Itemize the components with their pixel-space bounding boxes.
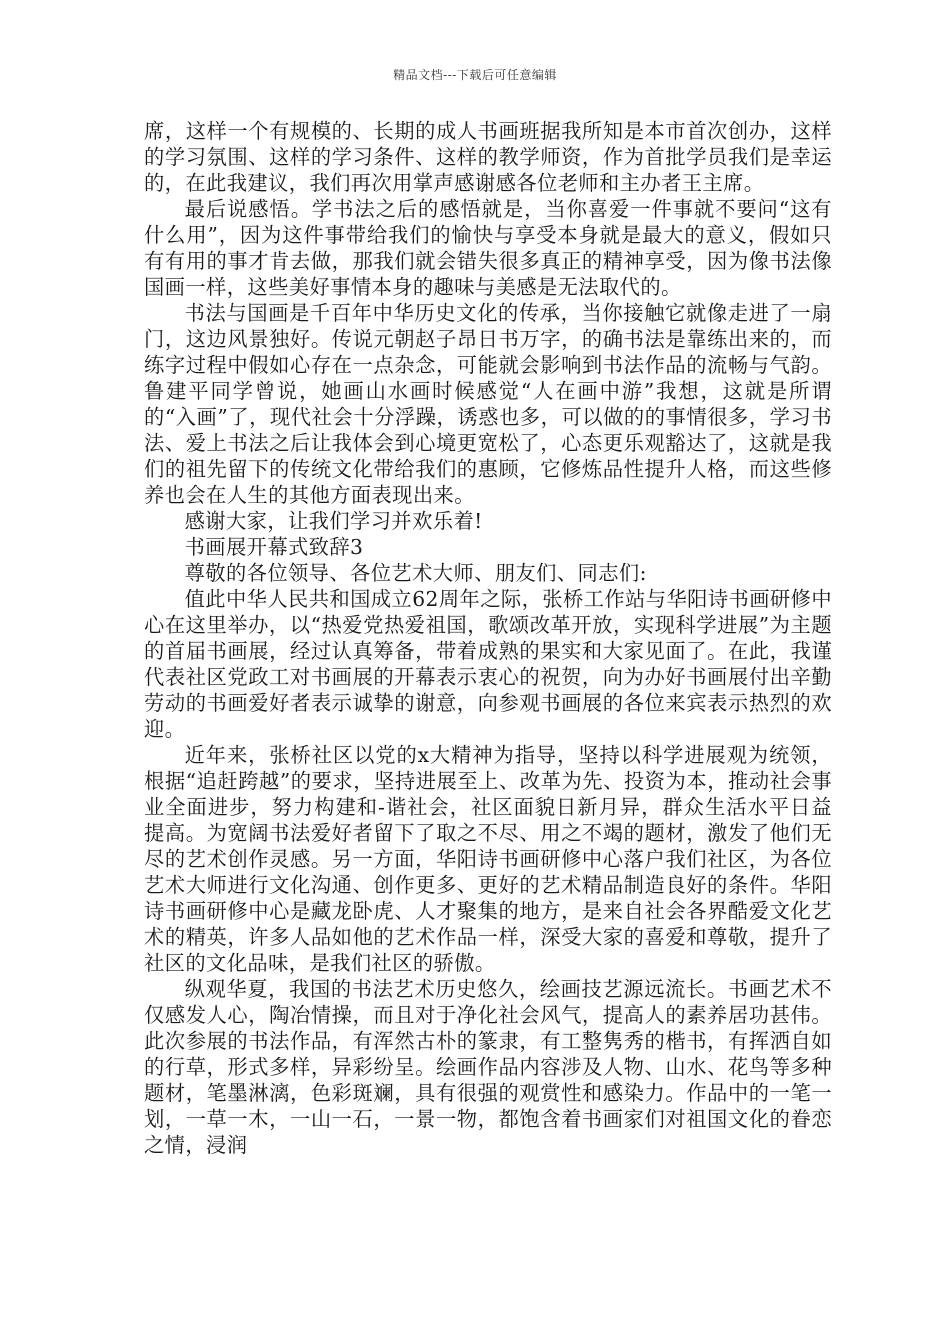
paragraph-community: 近年来，张桥社区以党的x大精神为指导，坚持以科学进展观为统领，根据“追赶跨越”的要求，坚持进展至上、改革为先、投资为本，推动社会事业全面进步，努力构建和-谐社会，社区面貌日新月异，群众生活水平日益提高。为宽阔书法爱好者留下了取之不尽、用之不竭的题材，激发了他们无尽的艺术创作灵感。另一方面，华阳诗书画研修中心落户我们社区，为各位艺术大师进行文化沟通、创作更多、更好的艺术精品制造良好的条件。华阳诗书画研修中心是藏龙卧虎、人才聚集的地方，是来自社会各界酷爱文化艺术的精英，许多人品如他的艺术作品一样，深受大家的喜爱和尊敬，提升了社区的文化品味，是我们社区的骄傲。 bbox=[144, 743, 832, 975]
page-header: 精品文档---下载后可任意编辑 bbox=[393, 68, 557, 82]
paragraph-history: 纵观华夏，我国的书法艺术历史悠久，绘画技艺源远流长。书画艺术不仅感发人心，陶冶情操，而且对于净化社会风气，提高人的素养居功甚伟。此次参展的书法作品，有浑然古朴的篆隶，有工整隽秀的楷书，有挥洒自如的行草，形式多样，异彩纷呈。绘画作品内容涉及人物、山水、花鸟等多种题材，笔墨淋漓，色彩斑斓，具有很强的观赏性和感染力。作品中的一笔一划，一草一木，一山一石，一景一物，都饱含着书画家们对祖国文化的眷恋之情，浸润 bbox=[144, 977, 832, 1157]
salutation: 尊敬的各位领导、各位艺术大师、朋友们、同志们: bbox=[184, 561, 647, 585]
paragraph-continued: 席，这样一个有规模的、长期的成人书画班据我所知是本市首次创办，这样的学习氛围、这样的学习条件、这样的教学师资，作为首批学员我们是幸运的，在此我建议，我们再次用掌声感谢感各位老师和主办者王主席。 bbox=[144, 119, 832, 195]
section-title: 书画展开幕式致辞3 bbox=[184, 535, 364, 559]
paragraph-opening: 值此中华人民共和国成立62周年之际，张桥工作站与华阳诗书画研修中心在这里举办，以“热爱党热爱祖国，歌颂改革开放，实现科学进展”为主题的首届书画展，经过认真筹备，带着成熟的果实和大家见面了。在此，我谨代表社区党政工对书画展的开幕表示衷心的祝贺，向为办好书画展付出辛勤劳动的书画爱好者表示诚挚的谢意，向参观书画展的各位来宾表示热烈的欢迎。 bbox=[144, 587, 832, 741]
paragraph-calligraphy: 书法与国画是千百年中华历史文化的传承，当你接触它就像走进了一扇门，这边风景独好。传说元朝赵子昂日书万字，的确书法是靠练出来的，而练字过程中假如心存在一点杂念，可能就会影响到书法作品的流畅与气韵。鲁建平同学曾说，她画山水画时候感觉“人在画中游”我想，这就是所谓的“入画”了，现代社会十分浮躁，诱惑也多，可以做的的事情很多，学习书法、爱上书法之后让我体会到心境更宽松了，心态更乐观豁达了，这就是我们的祖先留下的传统文化带给我们的惠顾，它修炼品性提升人格，而这些修养也会在人生的其他方面表现出来。 bbox=[144, 301, 832, 507]
paragraph-reflection: 最后说感悟。学书法之后的感悟就是，当你喜爱一件事就不要问“这有什么用”，因为这件事带给我们的愉快与享受本身就是最大的意义，假如只有有用的事才肯去做，那我们就会错失很多真正的精神享受，因为像书法像国画一样，这些美好事情本身的趣味与美感是无法取代的。 bbox=[144, 197, 832, 299]
paragraph-thanks: 感谢大家，让我们学习并欢乐着! bbox=[184, 509, 483, 533]
document-body bbox=[144, 118, 832, 1158]
